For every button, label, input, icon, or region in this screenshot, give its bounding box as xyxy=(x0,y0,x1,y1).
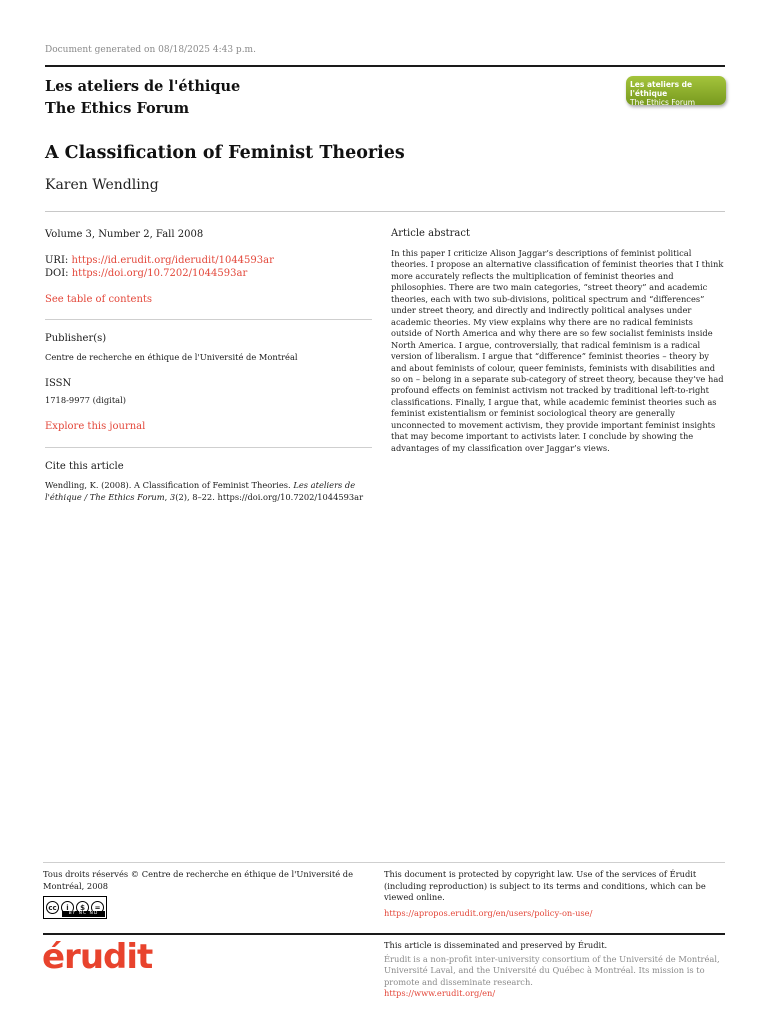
article-title: A Classification of Feminist Theories xyxy=(45,143,405,163)
journal-title xyxy=(45,76,240,120)
journal-logo-line1: Les ateliers de l'éthique xyxy=(630,80,693,98)
uri-link[interactable]: https://id.erudit.org/iderudit/1044593ar xyxy=(71,255,274,266)
journal-logo[interactable] xyxy=(626,76,726,105)
generated-date: Document generated on 08/18/2025 4:43 p.m. xyxy=(45,45,256,55)
uri-line xyxy=(45,254,372,267)
disseminated-text: This article is disseminated and preserved by Érudit. xyxy=(384,940,608,950)
doi-label: DOI: xyxy=(45,268,69,279)
uri-label: URI: xyxy=(45,255,69,266)
citation-text xyxy=(45,480,372,503)
citation-pages-doi: (2), 8–22. https://doi.org/10.7202/1044593ar xyxy=(175,491,364,502)
journal-title-en: The Ethics Forum xyxy=(45,100,190,117)
copyright-text: This document is protected by copyright law. Use of the services of Érudit (including reproduction) is subject to its terms and conditions, which can be viewed online. xyxy=(384,869,706,902)
citation-authors-title: Wendling, K. (2008). A Classification of Feminist Theories. xyxy=(45,480,294,490)
license-stripe: BY NC ND xyxy=(62,911,105,917)
section-divider xyxy=(45,447,372,448)
creative-commons-badge[interactable] xyxy=(43,896,107,919)
erudit-notice xyxy=(384,940,724,1000)
copyright-notice xyxy=(384,869,724,919)
citation-journal: Les ateliers de l'éthique / The Ethics Forum xyxy=(45,480,356,502)
attribution-icon: i xyxy=(61,901,74,914)
doi-link[interactable]: https://doi.org/10.7202/1044593ar xyxy=(71,268,248,279)
table-of-contents-link[interactable]: See table of contents xyxy=(45,294,153,305)
citation-separator: , xyxy=(164,491,170,502)
journal-logo-line2: The Ethics Forum xyxy=(630,98,696,107)
issn-value: 1718-9977 (digital) xyxy=(45,395,127,405)
issn-heading: ISSN xyxy=(45,378,72,389)
rights-statement: Tous droits réservés © Centre de recherche en éthique de l'Université de Montréal, 2008 xyxy=(43,869,353,891)
cc-icon: cc xyxy=(46,901,59,914)
header-divider xyxy=(45,211,725,212)
article-author: Karen Wendling xyxy=(45,177,159,193)
noderivatives-icon: = xyxy=(91,901,104,914)
doi-line xyxy=(45,267,372,280)
publisher-name: Centre de recherche en éthique de l'Université de Montréal xyxy=(45,352,298,362)
policy-link[interactable]: https://apropos.erudit.org/en/users/policy-on-use/ xyxy=(384,907,593,918)
erudit-link[interactable]: https://www.erudit.org/en/ xyxy=(384,988,496,998)
journal-title-fr: Les ateliers de l'éthique xyxy=(45,78,241,95)
footer-divider xyxy=(43,862,725,863)
abstract-text: In this paper I criticize Alison Jaggar’s descriptions of feminist political theories. I propose an alternative classification of feminist theories that I think more accurately reflects the multiplication of feminist theories and philosophies. There are two main categories, “street theory” and academic theories, each with two sub-divisions, political spectrum and “differences” under street theory, and directly and indirectly political analyses under academic theories. My view explains why there are no radical feminists outside of North America and why there are so few socialist feminists inside North America. I argue, controversially, that radical feminism is a radical version of liberalism. I argue that “difference” feminist theories – theory by and about feminists of colour, queer feminists, feminists with disabilities and so on – belong in a separate sub-category of street theory, because they’ve had profound effects on feminist activism not tracked by traditional left-to-right classifications. Finally, I argue that, while academic feminist theories such as feminist existentialism or feminist sociological theory are generally unconnected to movement activism, they provide important feminist insights that may become important to activists later. I conclude by showing the advantages of my classification over Jaggar’s views. xyxy=(391,248,724,453)
top-divider xyxy=(45,65,725,67)
publisher-heading: Publisher(s) xyxy=(45,333,107,344)
citation-volume: 3 xyxy=(169,491,176,502)
explore-journal-link[interactable]: Explore this journal xyxy=(45,421,146,432)
erudit-description: Érudit is a non-profit inter-university consortium of the Université de Montréal, Université Laval, and the Université du Québec à Montréal. Its mission is to promote and disseminate research. xyxy=(384,953,720,987)
section-divider xyxy=(45,319,372,320)
footer-divider-bold xyxy=(43,933,725,935)
noncommercial-icon: $ xyxy=(76,901,89,914)
abstract-heading: Article abstract xyxy=(391,228,470,239)
erudit-logo[interactable]: érudit xyxy=(42,937,153,977)
cite-heading: Cite this article xyxy=(45,461,124,472)
volume-info: Volume 3, Number 2, Fall 2008 xyxy=(45,229,204,240)
